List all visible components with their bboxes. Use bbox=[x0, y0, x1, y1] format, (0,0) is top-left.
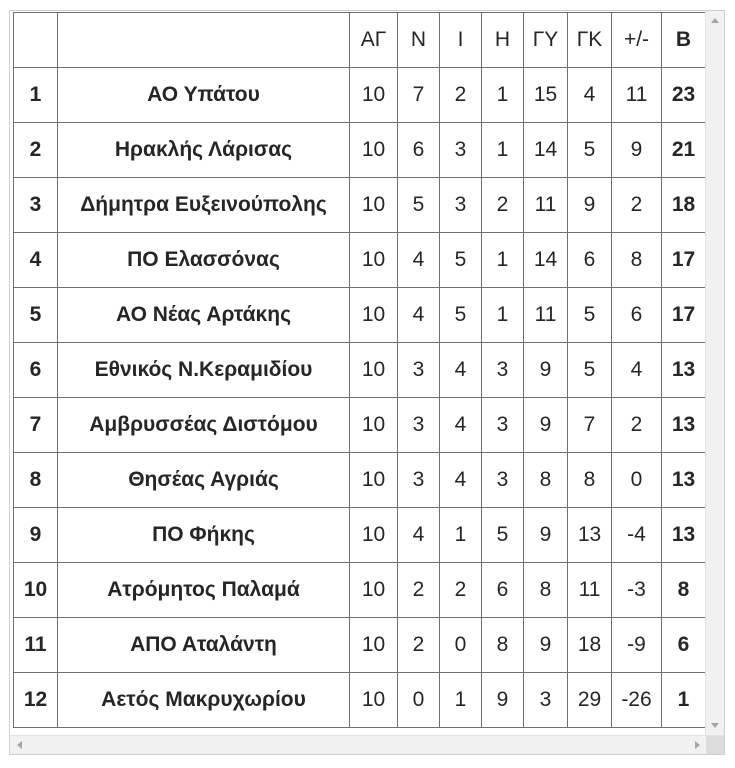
header-goals-for: ΓΥ bbox=[524, 13, 568, 68]
header-position bbox=[14, 13, 58, 68]
table-scroll-container[interactable] bbox=[9, 10, 725, 755]
losses-cell: 9 bbox=[482, 673, 524, 728]
points-cell: 1 bbox=[662, 673, 706, 728]
goal-difference-cell: 9 bbox=[612, 123, 662, 178]
position-cell: 7 bbox=[14, 398, 58, 453]
goals-against-cell: 6 bbox=[568, 233, 612, 288]
draws-cell: 5 bbox=[440, 288, 482, 343]
table-row bbox=[14, 233, 706, 288]
wins-cell: 3 bbox=[398, 453, 440, 508]
goal-difference-cell: 8 bbox=[612, 233, 662, 288]
draws-cell: 3 bbox=[440, 123, 482, 178]
scroll-down-arrow-icon[interactable] bbox=[711, 723, 719, 728]
goals-against-cell: 29 bbox=[568, 673, 612, 728]
games-played-cell: 10 bbox=[350, 508, 398, 563]
points-cell: 21 bbox=[662, 123, 706, 178]
table-row bbox=[14, 178, 706, 233]
goals-against-cell: 8 bbox=[568, 453, 612, 508]
losses-cell: 2 bbox=[482, 178, 524, 233]
header-row bbox=[14, 13, 706, 68]
wins-cell: 2 bbox=[398, 618, 440, 673]
points-cell: 8 bbox=[662, 563, 706, 618]
draws-cell: 4 bbox=[440, 453, 482, 508]
goals-for-cell: 9 bbox=[524, 343, 568, 398]
goal-difference-cell: 0 bbox=[612, 453, 662, 508]
games-played-cell: 10 bbox=[350, 233, 398, 288]
goals-for-cell: 9 bbox=[524, 508, 568, 563]
team-name-cell: Αμβρυσσέας Διστόμου bbox=[58, 398, 350, 453]
goals-against-cell: 5 bbox=[568, 343, 612, 398]
position-cell: 3 bbox=[14, 178, 58, 233]
table-body bbox=[14, 68, 706, 728]
losses-cell: 1 bbox=[482, 123, 524, 178]
points-cell: 13 bbox=[662, 453, 706, 508]
table-row bbox=[14, 618, 706, 673]
team-name-cell: Δήμητρα Ευξεινούπολης bbox=[58, 178, 350, 233]
header-points: Β bbox=[662, 13, 706, 68]
team-name-cell: Θησέας Αγριάς bbox=[58, 453, 350, 508]
table-row bbox=[14, 288, 706, 343]
goal-difference-cell: -3 bbox=[612, 563, 662, 618]
losses-cell: 5 bbox=[482, 508, 524, 563]
draws-cell: 0 bbox=[440, 618, 482, 673]
goals-for-cell: 9 bbox=[524, 398, 568, 453]
team-name-cell: Ηρακλής Λάρισας bbox=[58, 123, 350, 178]
table-row bbox=[14, 398, 706, 453]
wins-cell: 7 bbox=[398, 68, 440, 123]
goals-for-cell: 14 bbox=[524, 123, 568, 178]
wins-cell: 0 bbox=[398, 673, 440, 728]
games-played-cell: 10 bbox=[350, 563, 398, 618]
draws-cell: 2 bbox=[440, 68, 482, 123]
points-cell: 18 bbox=[662, 178, 706, 233]
losses-cell: 3 bbox=[482, 453, 524, 508]
losses-cell: 8 bbox=[482, 618, 524, 673]
games-played-cell: 10 bbox=[350, 618, 398, 673]
vertical-scrollbar[interactable] bbox=[705, 11, 724, 735]
wins-cell: 4 bbox=[398, 508, 440, 563]
goals-against-cell: 18 bbox=[568, 618, 612, 673]
goals-against-cell: 5 bbox=[568, 123, 612, 178]
header-goals-against: ΓΚ bbox=[568, 13, 612, 68]
table-row bbox=[14, 563, 706, 618]
draws-cell: 1 bbox=[440, 508, 482, 563]
table-row bbox=[14, 123, 706, 178]
losses-cell: 6 bbox=[482, 563, 524, 618]
team-name-cell: Ατρόμητος Παλαμά bbox=[58, 563, 350, 618]
wins-cell: 6 bbox=[398, 123, 440, 178]
draws-cell: 1 bbox=[440, 673, 482, 728]
games-played-cell: 10 bbox=[350, 398, 398, 453]
standings-table bbox=[13, 12, 706, 728]
points-cell: 13 bbox=[662, 343, 706, 398]
goal-difference-cell: 6 bbox=[612, 288, 662, 343]
team-name-cell: Αετός Μακρυχωρίου bbox=[58, 673, 350, 728]
header-games-played: ΑΓ bbox=[350, 13, 398, 68]
header-team bbox=[58, 13, 350, 68]
goals-against-cell: 13 bbox=[568, 508, 612, 563]
games-played-cell: 10 bbox=[350, 123, 398, 178]
goal-difference-cell: 2 bbox=[612, 178, 662, 233]
goals-against-cell: 7 bbox=[568, 398, 612, 453]
goals-for-cell: 8 bbox=[524, 563, 568, 618]
goals-against-cell: 11 bbox=[568, 563, 612, 618]
wins-cell: 5 bbox=[398, 178, 440, 233]
points-cell: 6 bbox=[662, 618, 706, 673]
team-name-cell: ΠΟ Ελασσόνας bbox=[58, 233, 350, 288]
wins-cell: 3 bbox=[398, 343, 440, 398]
header-draws: Ι bbox=[440, 13, 482, 68]
points-cell: 13 bbox=[662, 508, 706, 563]
wins-cell: 2 bbox=[398, 563, 440, 618]
team-name-cell: Εθνικός Ν.Κεραμιδίου bbox=[58, 343, 350, 398]
team-name-cell: ΑΟ Υπάτου bbox=[58, 68, 350, 123]
games-played-cell: 10 bbox=[350, 178, 398, 233]
draws-cell: 3 bbox=[440, 178, 482, 233]
losses-cell: 1 bbox=[482, 233, 524, 288]
wins-cell: 3 bbox=[398, 398, 440, 453]
losses-cell: 3 bbox=[482, 398, 524, 453]
draws-cell: 2 bbox=[440, 563, 482, 618]
wins-cell: 4 bbox=[398, 288, 440, 343]
goals-for-cell: 11 bbox=[524, 288, 568, 343]
header-goal-difference: +/- bbox=[612, 13, 662, 68]
points-cell: 13 bbox=[662, 398, 706, 453]
goal-difference-cell: 11 bbox=[612, 68, 662, 123]
losses-cell: 3 bbox=[482, 343, 524, 398]
goals-for-cell: 11 bbox=[524, 178, 568, 233]
points-cell: 17 bbox=[662, 233, 706, 288]
position-cell: 8 bbox=[14, 453, 58, 508]
position-cell: 6 bbox=[14, 343, 58, 398]
goal-difference-cell: -26 bbox=[612, 673, 662, 728]
position-cell: 4 bbox=[14, 233, 58, 288]
scroll-left-arrow-icon[interactable] bbox=[17, 741, 22, 749]
draws-cell: 5 bbox=[440, 233, 482, 288]
position-cell: 2 bbox=[14, 123, 58, 178]
position-cell: 5 bbox=[14, 288, 58, 343]
position-cell: 10 bbox=[14, 563, 58, 618]
position-cell: 1 bbox=[14, 68, 58, 123]
table-row bbox=[14, 68, 706, 123]
goals-for-cell: 8 bbox=[524, 453, 568, 508]
goal-difference-cell: 4 bbox=[612, 343, 662, 398]
table-row bbox=[14, 343, 706, 398]
team-name-cell: ΑΠΟ Αταλάντη bbox=[58, 618, 350, 673]
draws-cell: 4 bbox=[440, 398, 482, 453]
position-cell: 11 bbox=[14, 618, 58, 673]
losses-cell: 1 bbox=[482, 288, 524, 343]
position-cell: 9 bbox=[14, 508, 58, 563]
points-cell: 17 bbox=[662, 288, 706, 343]
points-cell: 23 bbox=[662, 68, 706, 123]
goals-for-cell: 9 bbox=[524, 618, 568, 673]
goal-difference-cell: -4 bbox=[612, 508, 662, 563]
header-losses: Η bbox=[482, 13, 524, 68]
draws-cell: 4 bbox=[440, 343, 482, 398]
goals-for-cell: 14 bbox=[524, 233, 568, 288]
scroll-right-arrow-icon[interactable] bbox=[695, 741, 700, 749]
games-played-cell: 10 bbox=[350, 68, 398, 123]
scrollbar-corner bbox=[706, 736, 724, 754]
header-wins: Ν bbox=[398, 13, 440, 68]
games-played-cell: 10 bbox=[350, 453, 398, 508]
horizontal-scroll-thumb[interactable] bbox=[32, 739, 672, 750]
table-row bbox=[14, 673, 706, 728]
goals-against-cell: 9 bbox=[568, 178, 612, 233]
goals-against-cell: 4 bbox=[568, 68, 612, 123]
goal-difference-cell: 2 bbox=[612, 398, 662, 453]
scroll-up-arrow-icon[interactable] bbox=[711, 18, 719, 23]
games-played-cell: 10 bbox=[350, 343, 398, 398]
team-name-cell: ΑΟ Νέας Αρτάκης bbox=[58, 288, 350, 343]
games-played-cell: 10 bbox=[350, 288, 398, 343]
table-row bbox=[14, 453, 706, 508]
games-played-cell: 10 bbox=[350, 673, 398, 728]
horizontal-scrollbar[interactable] bbox=[10, 735, 724, 754]
losses-cell: 1 bbox=[482, 68, 524, 123]
team-name-cell: ΠΟ Φήκης bbox=[58, 508, 350, 563]
goals-against-cell: 5 bbox=[568, 288, 612, 343]
position-cell: 12 bbox=[14, 673, 58, 728]
goal-difference-cell: -9 bbox=[612, 618, 662, 673]
table-row bbox=[14, 508, 706, 563]
goals-for-cell: 15 bbox=[524, 68, 568, 123]
goals-for-cell: 3 bbox=[524, 673, 568, 728]
wins-cell: 4 bbox=[398, 233, 440, 288]
